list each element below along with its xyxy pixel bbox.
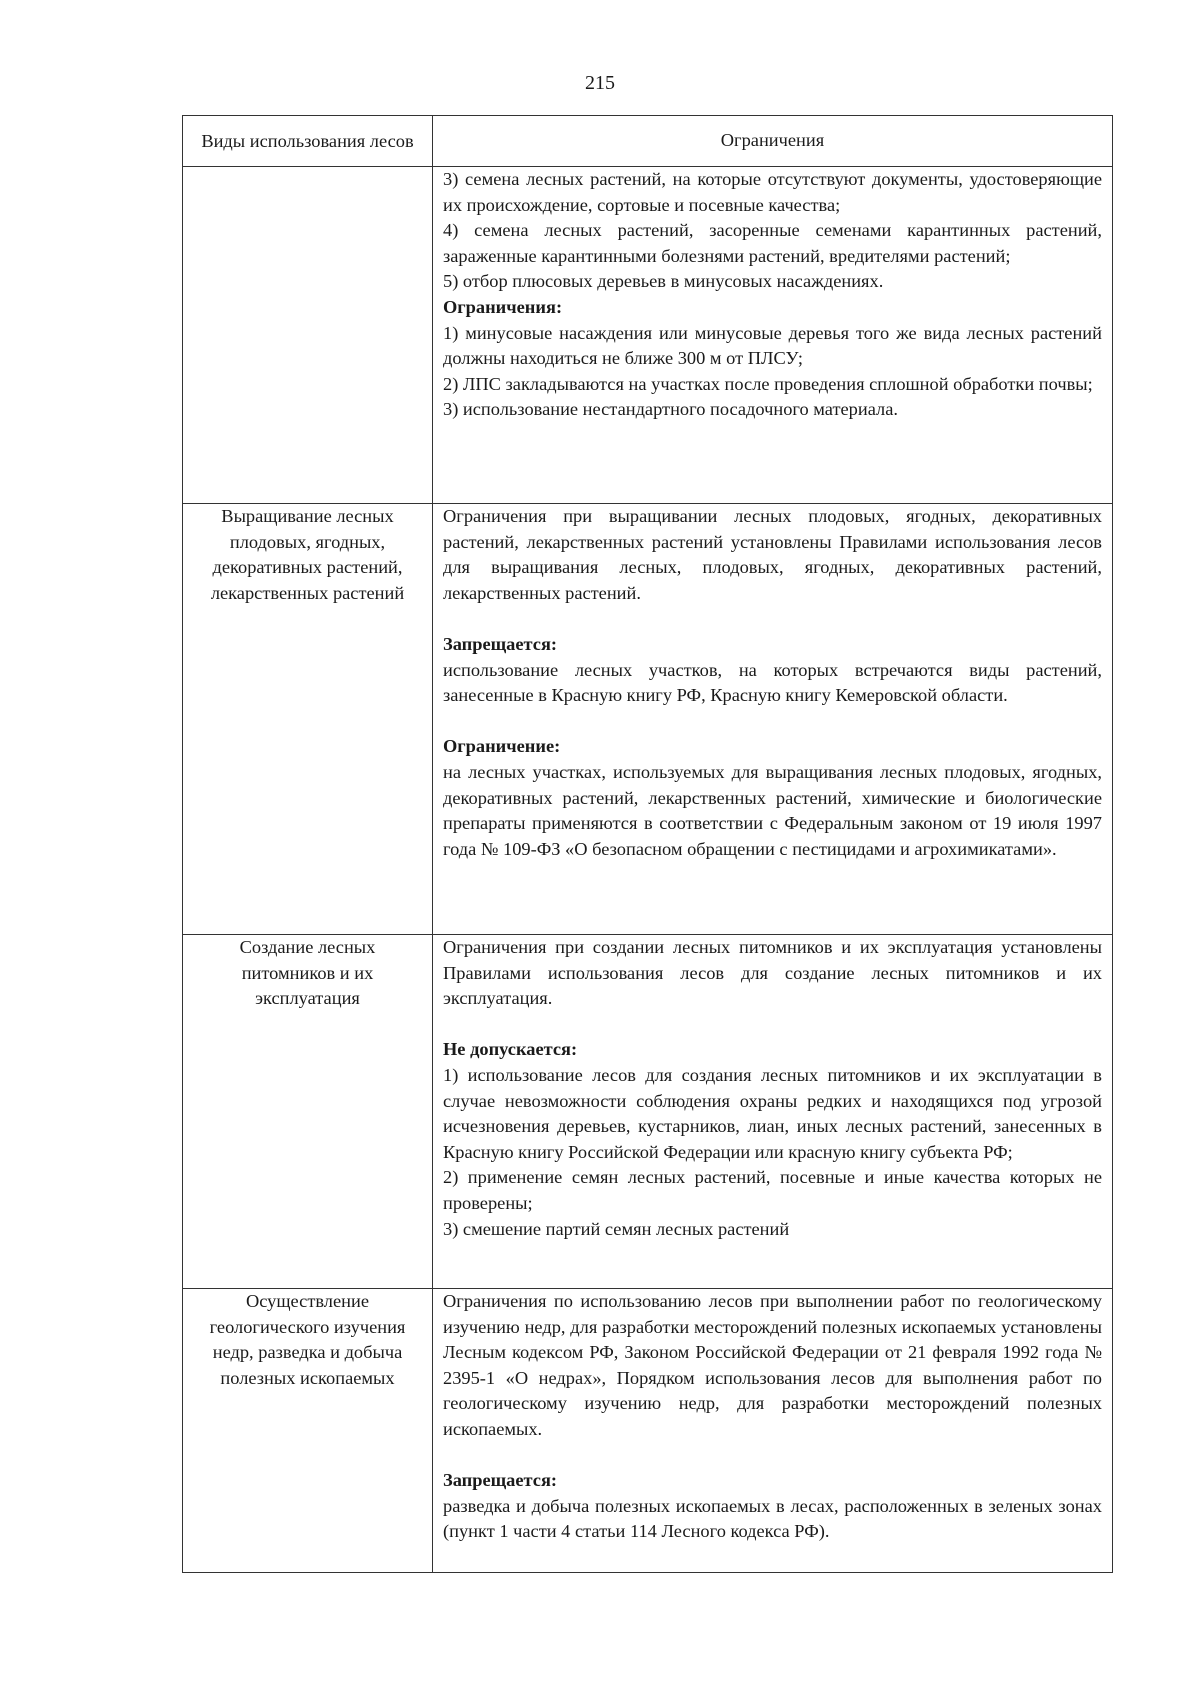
restrictions-cell	[433, 1289, 1113, 1573]
restrictions-cell	[433, 504, 1113, 935]
paragraph: использование лесных участков, на которых встречаются виды растений, занесенные в Красную книгу РФ, Красную книгу Кемеровской области.	[443, 659, 1102, 706]
paragraph: Ограничения при создании лесных питомников и их эксплуатация установлены Правилами использования лесов для создание лесных питомников и их эксплуатация.	[443, 937, 1102, 1009]
paragraph: Ограничения при выращивании лесных плодовых, ягодных, декоративных растений, лекарственных растений установлены Правилами использования лесов для выращивания лесных, плодовых, ягодных, декоративных растений, лекарственных растений.	[443, 506, 1102, 603]
paragraph: 3) использование нестандартного посадочного материала.	[443, 399, 898, 420]
section-heading: Запрещается:	[443, 633, 558, 654]
kind-cell: Осуществление геологического изучения недр, разведка и добыча полезных ископаемых	[183, 1289, 433, 1573]
paragraph: 5) отбор плюсовых деревьев в минусовых насаждениях.	[443, 271, 884, 292]
section-heading: Запрещается:	[443, 1470, 558, 1491]
paragraph: Ограничения по использованию лесов при выполнении работ по геологическому изучению недр, для разработки месторождений полезных ископаемых установлены Лесным кодексом РФ, Законом Российской Федерации от 21 февраля 1992 года № 2395-1 «О недрах», Порядком использования лесов для выполнения работ по геологическому изучению недр, для разработки месторождений полезных ископаемых.	[443, 1291, 1102, 1439]
paragraph: разведка и добыча полезных ископаемых в лесах, расположенных в зеленых зонах (пункт 1 части 4 статьи 114 Лесного кодекса РФ).	[443, 1495, 1102, 1542]
paragraph: 1) минусовые насаждения или минусовые деревья того же вида лесных растений должны находиться не ближе 300 м от ПЛСУ;	[443, 322, 1102, 369]
section-heading: Ограничения:	[443, 296, 563, 317]
paragraph: 1) использование лесов для создания лесных питомников и их эксплуатации в случае невозможности соблюдения охраны редких и находящихся под угрозой исчезновения деревьев, кустарников, лиан, иных лесных растений, занесенных в Красную книгу Российской Федерации или красную книгу субъекта РФ;	[443, 1064, 1102, 1162]
section-heading: Не допускается:	[443, 1039, 578, 1060]
restrictions-cell	[433, 167, 1113, 504]
paragraph: на лесных участках, используемых для выращивания лесных плодовых, ягодных, декоративных растений, лекарственных растений, химические и биологические препараты применяются в соответствии с Федеральным законом от 19 июля 1997 года № 109-ФЗ «О безопасном обращении с пестицидами и агрохимикатами».	[443, 761, 1102, 859]
paragraph: 4) семена лесных растений, засоренные семенами карантинных растений, зараженные карантинными болезнями растений, вредителями растений;	[443, 220, 1102, 266]
header-restrictions: Ограничения	[433, 116, 1113, 167]
kind-cell: Выращивание лесных плодовых, ягодных, декоративных растений, лекарственных растений	[183, 504, 433, 935]
restrictions-table	[182, 115, 1113, 1573]
table-row	[183, 167, 1113, 504]
restrictions-cell	[433, 935, 1113, 1289]
table-header-row	[183, 116, 1113, 167]
paragraph: 2) ЛПС закладываются на участках после проведения сплошной обработки почвы;	[443, 373, 1093, 394]
header-kind: Виды использования лесов	[183, 116, 433, 167]
table-row	[183, 1289, 1113, 1573]
page-number: 215	[585, 72, 615, 94]
paragraph: 3) семена лесных растений, на которые отсутствуют документы, удостоверяющие их происхождение, сортовые и посевные качества;	[443, 169, 1102, 215]
kind-cell	[183, 167, 433, 504]
paragraph: 3) смешение партий семян лесных растений	[443, 1218, 790, 1239]
table-row	[183, 935, 1113, 1289]
section-heading: Ограничение:	[443, 736, 561, 757]
kind-cell: Создание лесных питомников и их эксплуатация	[183, 935, 433, 1289]
table-row	[183, 504, 1113, 935]
paragraph: 2) применение семян лесных растений, посевные и иные качества которых не проверены;	[443, 1167, 1102, 1213]
